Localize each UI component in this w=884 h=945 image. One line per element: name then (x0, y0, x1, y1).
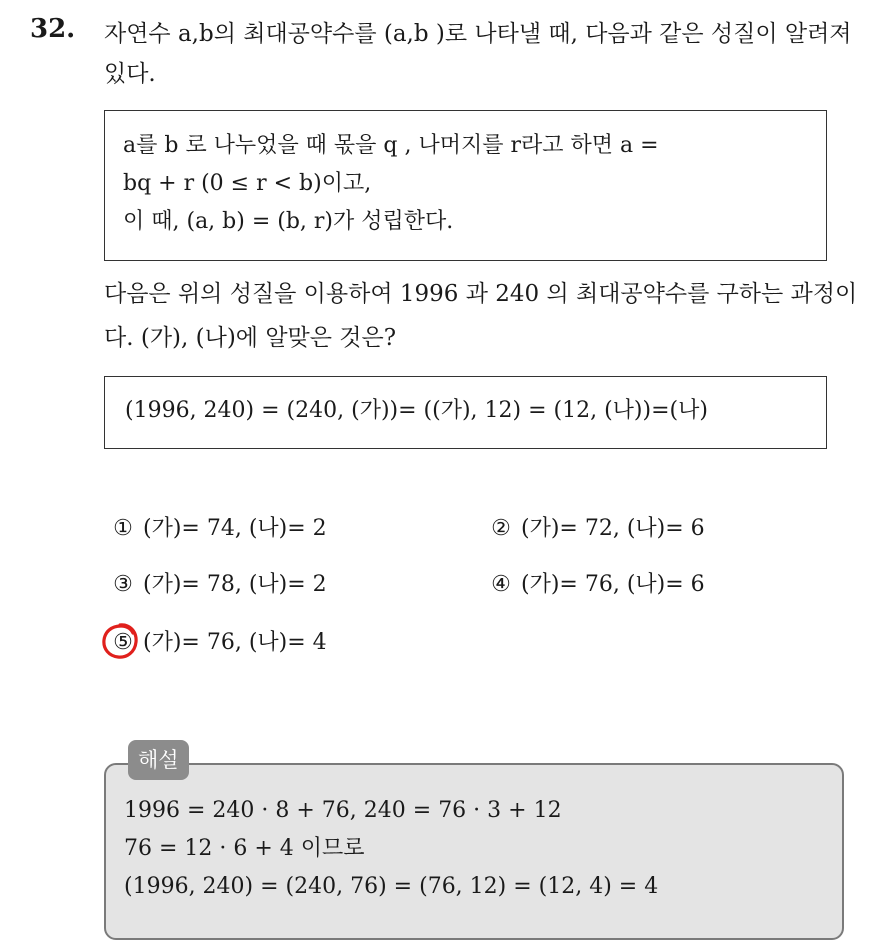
solution-line-3: (1996, 240) = (240, 76) = (76, 12) = (12, 4) = 4 (124, 874, 659, 899)
choice-1-number: ① (113, 516, 133, 541)
solution-label: 해설 (128, 740, 189, 780)
choice-4-number: ④ (491, 572, 511, 597)
solution-body (124, 792, 824, 906)
choice-2-text: (가)= 72, (나)= 6 (521, 516, 705, 541)
process-line: (1996, 240) = (240, (가))= ((가), 12) = (12, (나))=(나) (125, 398, 708, 423)
choice-2-number: ② (491, 516, 511, 541)
property-line-1: a를 b 로 나누었을 때 몫을 q , 나머지를 r라고 하면 a = (123, 133, 659, 158)
solution-line-2: 76 = 12 · 6 + 4 이므로 (124, 836, 365, 861)
process-box (104, 376, 827, 449)
choice-5-number-wrap (110, 628, 136, 658)
choice-1[interactable] (110, 514, 327, 544)
property-line-2: bq + r (0 ≤ r < b)이고, (123, 171, 372, 196)
choice-4-text: (가)= 76, (나)= 6 (521, 572, 705, 597)
property-box (104, 110, 827, 261)
choice-5-text: (가)= 76, (나)= 4 (143, 630, 327, 655)
solution-line-1: 1996 = 240 · 8 + 76, 240 = 76 · 3 + 12 (124, 798, 562, 823)
choice-1-text: (가)= 74, (나)= 2 (143, 516, 327, 541)
property-line-3: 이 때, (a, b) = (b, r)가 성립한다. (123, 209, 454, 234)
choice-3-number: ③ (113, 572, 133, 597)
instruction-text: 다음은 위의 성질을 이용하여 1996 과 240 의 최대공약수를 구하는 과정이다. (가), (나)에 알맞은 것은? (104, 281, 858, 351)
choice-5[interactable] (110, 628, 327, 658)
choice-2[interactable] (488, 514, 705, 544)
choice-4[interactable] (488, 570, 705, 600)
question-stem: 자연수 a,b의 최대공약수를 (a,b )로 나타낼 때, 다음과 같은 성질이 알려져 있다. (104, 21, 852, 87)
choice-3-text: (가)= 78, (나)= 2 (143, 572, 327, 597)
question-number: 32. (30, 14, 76, 44)
choice-5-number: ⑤ (113, 630, 133, 655)
choice-3[interactable] (110, 570, 327, 600)
